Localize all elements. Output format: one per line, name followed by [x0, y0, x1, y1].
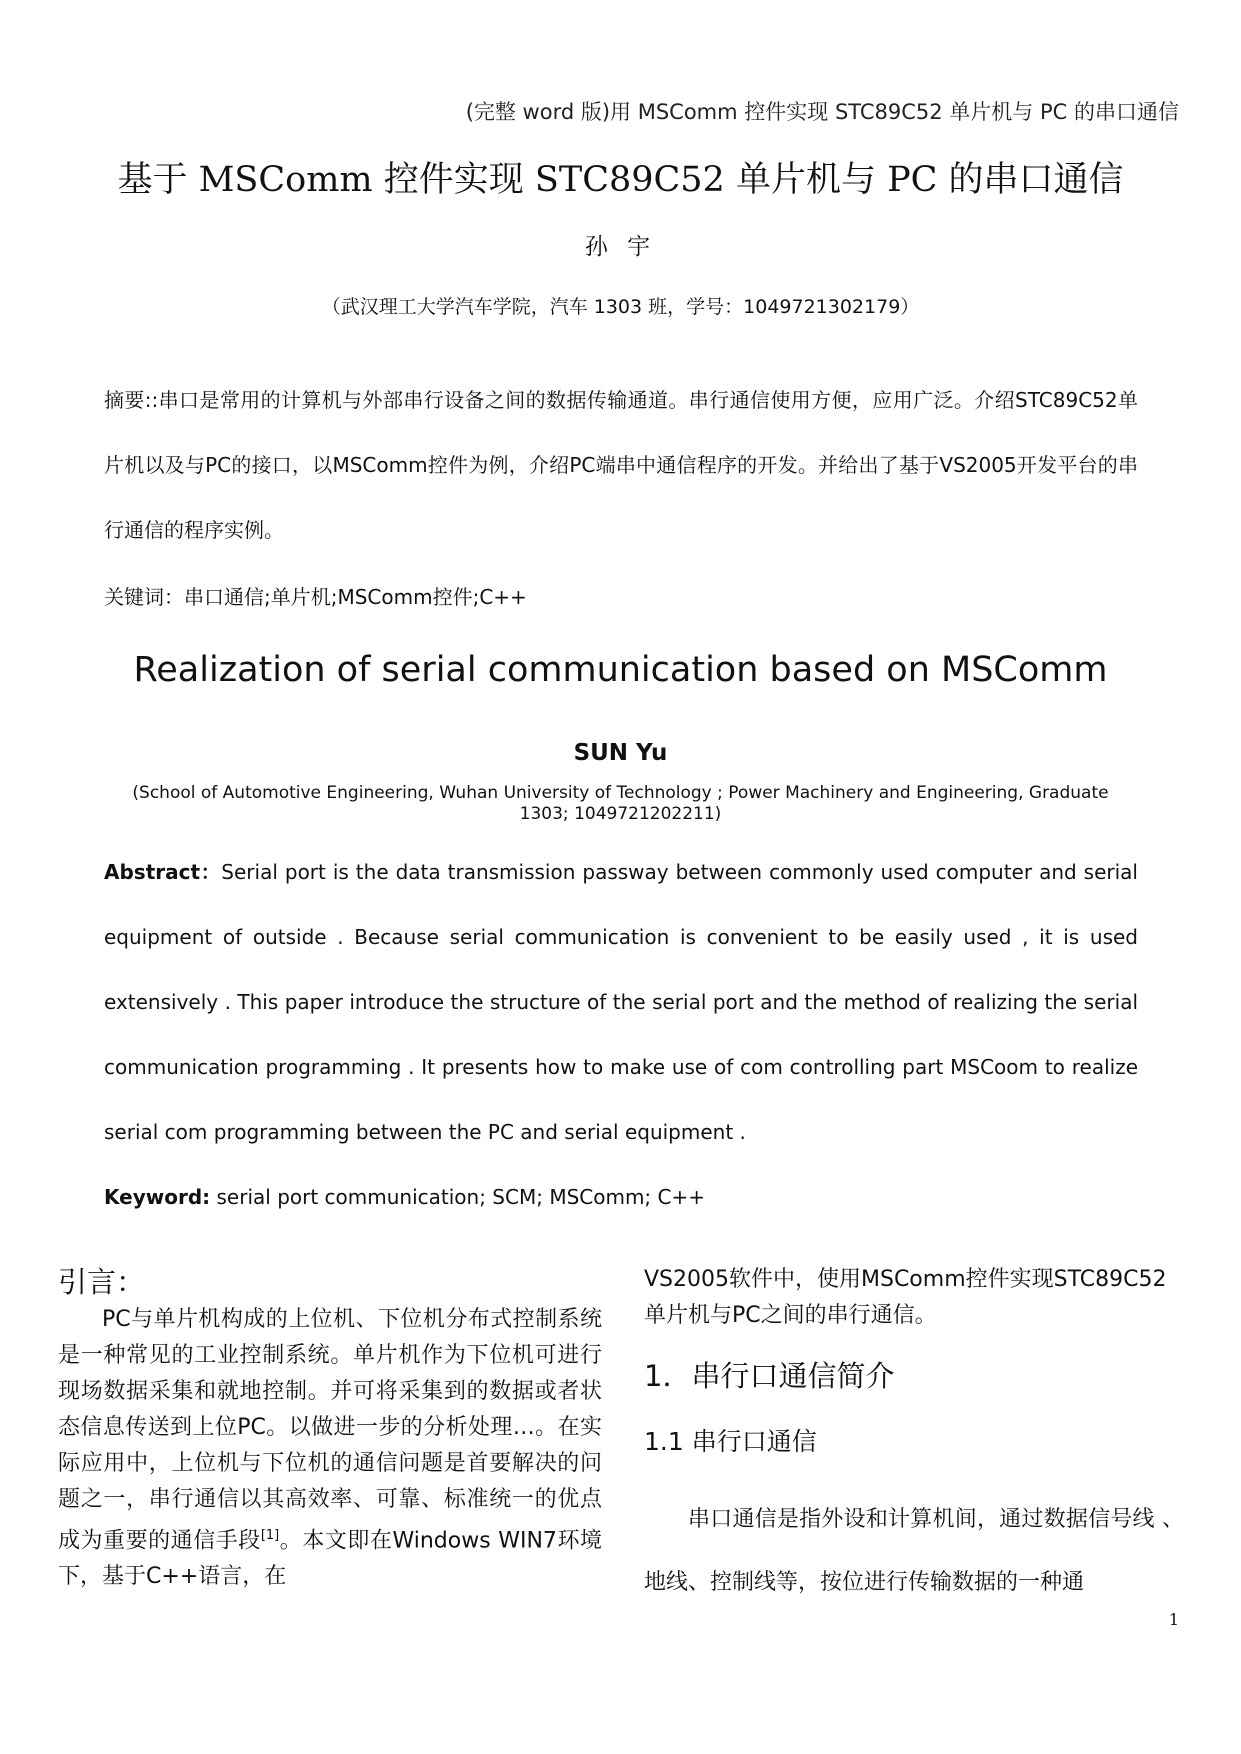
- keyword-label: Keyword:: [104, 1185, 211, 1209]
- intro-heading: 引言：: [58, 1265, 146, 1299]
- affiliation-cn: （武汉理工大学汽车学院，汽车 1303 班，学号：1049721302179）: [321, 296, 920, 318]
- keywords-en: [104, 1182, 1138, 1212]
- page-title-cn: 基于 MSComm 控件实现 STC89C52 单片机与 PC 的串口通信: [117, 160, 1124, 200]
- abstract-en: [104, 840, 1138, 1165]
- right-column: [644, 1262, 1184, 1614]
- keywords-en-text: serial port communication; SCM; MSComm; C++: [210, 1185, 706, 1209]
- intro-text-2: 。本文即在Windows WIN7环境下，基于C++语言，在: [58, 1528, 602, 1590]
- right-text-top: VS2005软件中，使用MSComm控件实现STC89C52单片机与PC之间的串行通信。: [644, 1267, 1167, 1328]
- author-en: SUN Yu: [573, 740, 668, 766]
- abstract-cn: 摘要::串口是常用的计算机与外部串行设备之间的数据传输通道。串行通信使用方便，应用广泛。介绍STC89C52单片机以及与PC的接口，以MSComm控件为例，介绍PC端串中通信程序的开发。并给出了基于VS2005开发平台的串行通信的程序实例。: [104, 388, 1138, 542]
- page-number: 1: [1168, 1610, 1179, 1629]
- section1-heading: 1．串行口通信简介: [644, 1359, 895, 1393]
- intro-citation: [1]: [260, 1528, 280, 1543]
- intro-text-1: PC与单片机构成的上位机、下位机分布式控制系统是一种常见的工业控制系统。单片机作为下位机可进行现场数据采集和就地控制。并可将采集到的数据或者状态信息传送到上位PC。以做进一步的分析处理…。在实际应用中，上位机与下位机的通信问题是首要解决的问题之一，串行通信以其高效率、可靠、标准统一的优点成为重要的通信手段: [58, 1307, 602, 1554]
- author-cn: 孙 宇: [584, 234, 657, 260]
- section11-paragraph: 串口通信是指外设和计算机间，通过数据信号线 、地线、控制线等，按位进行传输数据的一种通: [644, 1507, 1184, 1595]
- affiliation-en: (School of Automotive Engineering, Wuhan University of Technology ; Power Machinery and Engineering, Graduate 1303; 1049721202211): [132, 783, 1109, 824]
- abstract-en-text: Serial port is the data transmission passway between commonly used computer and serial equipment of outside . Because serial communication is convenient to be easily used , it is used extensively . This paper introduce the structure of the serial port and the method of realizing the serial communication programming . It presents how to make use of com controlling part MSCoom to realize serial com programming between the PC and serial equipment .: [104, 860, 1138, 1144]
- keywords-cn: 关键词：串口通信;单片机;MSComm控件;C++: [104, 585, 527, 609]
- left-column: [58, 1262, 602, 1595]
- running-header: (完整 word 版)用 MSComm 控件实现 STC89C52 单片机与 PC 的串口通信: [465, 100, 1179, 124]
- intro-paragraph: [58, 1302, 602, 1595]
- page-title-en: Realization of serial communication based on MSComm: [133, 650, 1108, 690]
- abstract-label: Abstract：: [104, 860, 222, 884]
- section11-heading: 1.1 串行口通信: [644, 1427, 817, 1456]
